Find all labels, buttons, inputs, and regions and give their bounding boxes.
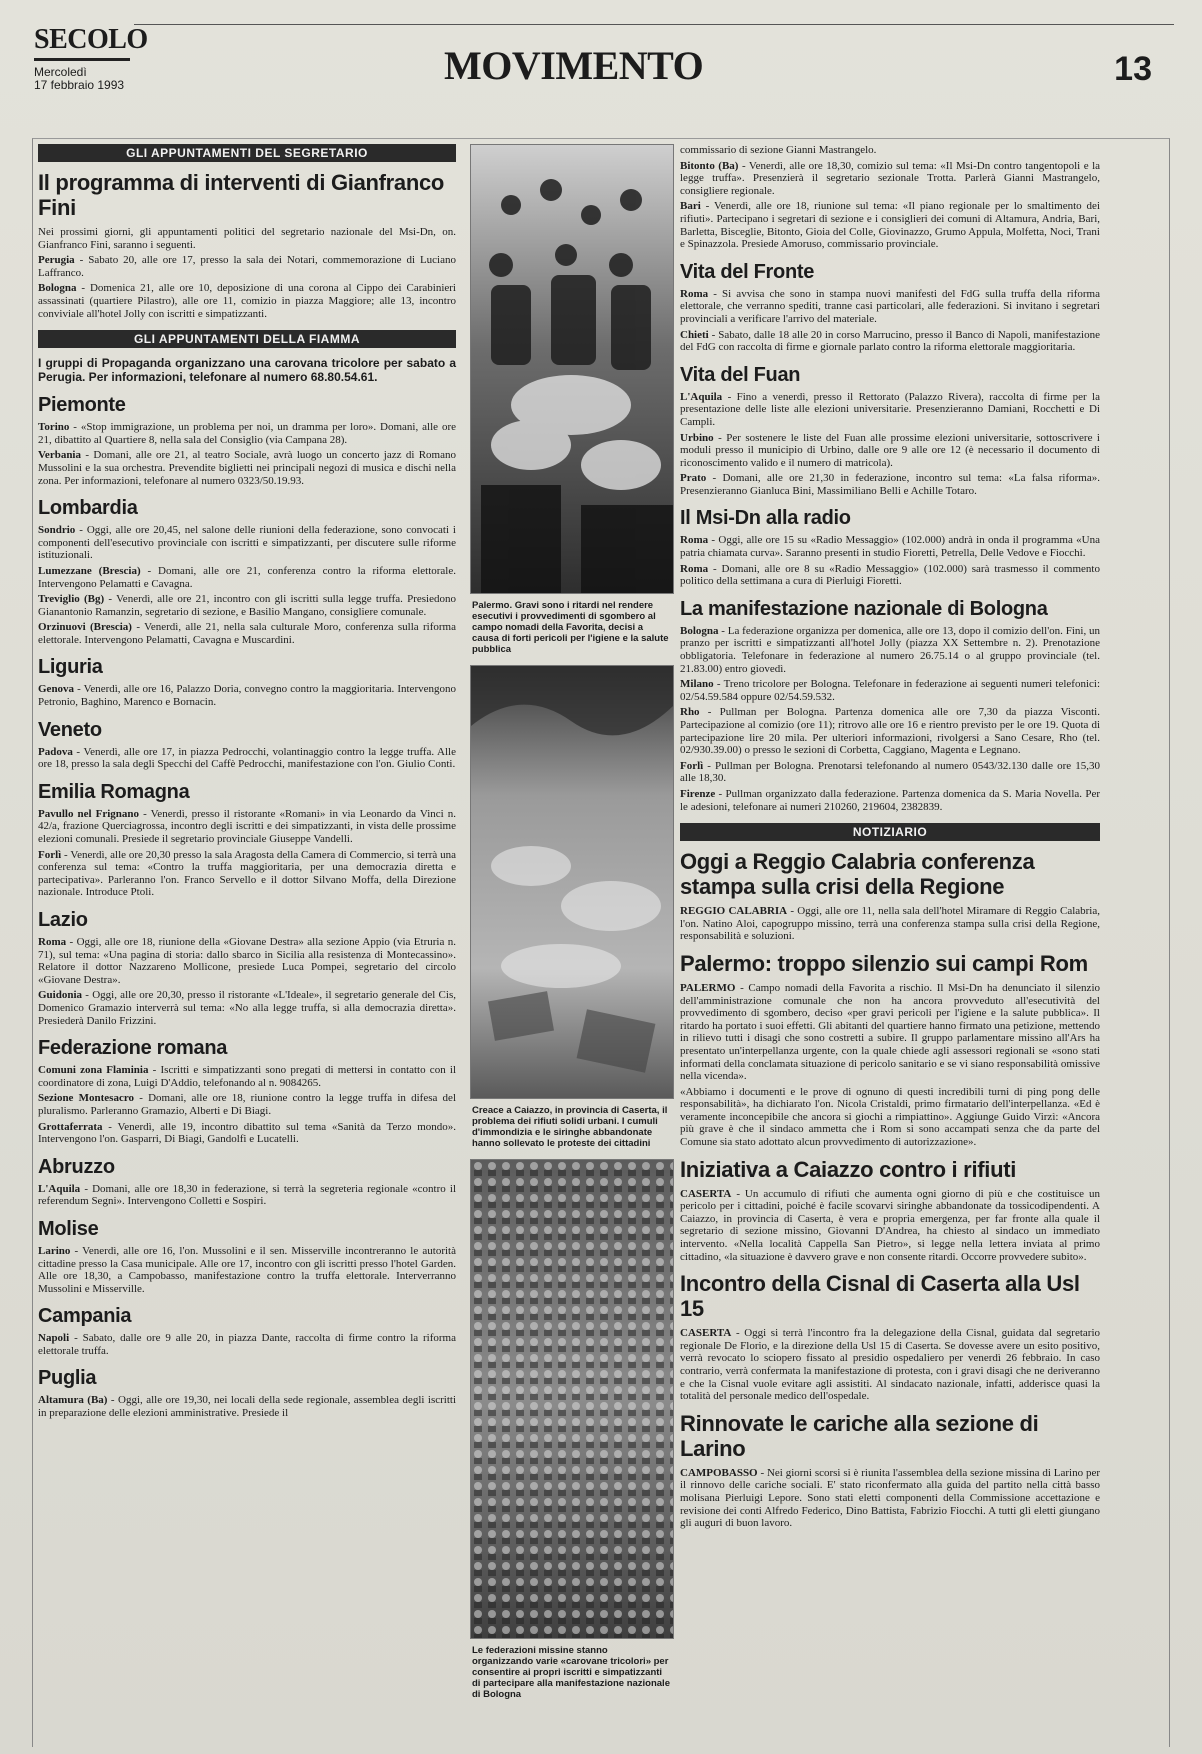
headline-larino: Rinnovate le cariche alla sezione di Larino <box>680 1410 1039 1461</box>
brief-place: Guidonia <box>38 989 83 1002</box>
brief-item <box>38 524 456 562</box>
right-column <box>680 144 1100 1533</box>
brief-item <box>680 760 1100 785</box>
headline-palermo: Palermo: troppo silenzio sui campi Rom <box>680 950 1088 976</box>
brief-item <box>38 1121 456 1146</box>
brief-place: CAMPOBASSO <box>680 1466 758 1479</box>
dateline-date: 17 febbraio 1993 <box>34 78 125 92</box>
section-bar-segretario: GLI APPUNTAMENTI DEL SEGRETARIO <box>38 144 456 162</box>
region-heading: Federazione romana <box>38 1037 228 1060</box>
brief-text: - Venerdì, alle ore 16, l'on. Mussolini e il sen. Misserville incontreranno le autorità cittadine presso la Casa municipale. Alle ore 17, incontro con gli iscritti presso l'hotel Garden. Alle ore 18,30, a Campobasso, manifestazione contro la truffa elettorale. Interverranno Mussolini e Misserville. <box>38 1244 456 1295</box>
brief-text: - «Stop immigrazione, un problema per noi, un dramma per loro». Domani, alle ore 21, dibattito al Quartiere 8, nella sala del Consiglio (via Campana 28). <box>38 421 456 446</box>
brief-place: Bitonto (Ba) <box>680 159 739 172</box>
brief-place: Altamura (Ba) <box>38 1394 108 1407</box>
brief-item <box>38 808 456 846</box>
photo-palermo-camp <box>470 144 674 594</box>
brief-place: Genova <box>38 683 75 696</box>
brief-place: Sondrio <box>38 524 76 537</box>
headline-reggio: Oggi a Reggio Calabria conferenza stampa sulla crisi della Regione <box>680 849 1035 900</box>
region-items <box>38 808 456 899</box>
brief-text: - Pullman per Bologna. Prenotarsi telefonando al numero 0543/32.130 dalle ore 15,30 alle 18,30. <box>680 759 1100 785</box>
brief-item <box>680 534 1100 559</box>
brief-item <box>680 288 1100 326</box>
brief-place: Pavullo nel Frignano <box>38 807 140 820</box>
brief-text: - Per sostenere le liste del Fuan alle prossime elezioni universitarie, sottoscrivere i moduli presso il municipio di Urbino, dalle ore 9 alle ore 12 (è necessario il documento di riconoscimento valido e il numero di matricola). <box>680 431 1100 469</box>
fronte-items <box>680 288 1100 354</box>
brief-text: - Oggi, alle ore 20,45, nel salone delle riunioni della federazione, sono convocati i componenti dell'esecutivo provinciale con iscritti e simpatizzanti, per discutere sulle riforme istituzionali. <box>38 524 456 562</box>
brief-item <box>38 565 456 590</box>
page-number: 13 <box>1114 50 1152 88</box>
brief-item <box>680 1467 1100 1530</box>
brief-text: - Venerdì, alle ore 20,30 presso la sala Aragosta della Camera di Commercio, si terrà una conferenza sul tema: «Contro la truffa maggioritaria, per una democrazia diretta e partecipativa». Parleranno l'on. Franco Servello e il dottor Silvano Moffa, della Direzione nazionale. Introduce Ptoli. <box>38 848 456 899</box>
brief-item <box>38 849 456 899</box>
brief-text: - Treno tricolore per Bologna. Telefonare in federazione ai seguenti numeri telefonici: 02/54.59.584 oppure 02/54.59.532. <box>680 678 1100 703</box>
brief-place: Roma <box>680 534 709 547</box>
region-items <box>38 1394 456 1419</box>
brief-item <box>680 982 1100 1083</box>
brief-item <box>38 1064 456 1089</box>
brief-place: Firenze <box>680 787 716 800</box>
brief-item <box>38 989 456 1027</box>
brief-item <box>680 329 1100 354</box>
brief-item <box>38 683 456 708</box>
region-heading: Puglia <box>38 1367 97 1390</box>
brief-place: Perugia <box>38 254 75 267</box>
brief-place: Forlì <box>38 848 62 861</box>
brief-item <box>680 1086 1100 1149</box>
region-items <box>38 1183 456 1208</box>
brief-item <box>38 282 456 320</box>
brief-item <box>680 200 1100 250</box>
lead-propaganda: I gruppi di Propaganda organizzano una carovana tricolore per sabato a Perugia. Per informazioni, telefonare al numero 68.80.54.61. <box>38 356 456 385</box>
brief-text: - Fino a venerdì, presso il Rettorato (Palazzo Rivera), raccolta di firme per la presentazione delle liste alle elezioni universitarie. Presenzieranno Damiani, Rocchetti e Di Campli. <box>680 390 1100 428</box>
brief-place: Lumezzane (Brescia) <box>38 564 141 577</box>
brief-place: Orzinuovi (Brescia) <box>38 621 132 634</box>
brief-item <box>680 160 1100 198</box>
brief-place: Bari <box>680 200 701 213</box>
headline-cisnal: Incontro della Cisnal di Caserta alla Usl 15 <box>680 1271 1080 1322</box>
region-items <box>38 1245 456 1295</box>
top-rule <box>134 24 1174 25</box>
brief-text: - Si avvisa che sono in stampa nuovi manifesti del FdG sulla truffa della riforma elettorale, che verranno spediti, tranne casi particolari, alle federazioni. Si invitano i segretari provinciali a verificare l'arrivo del materiale. <box>680 287 1100 325</box>
brief-text: - Domani, alle ore 18, riunione contro la legge truffa in difesa del pluralismo. Parleranno Gramazio, Alberti e Di Biagi. <box>38 1092 456 1117</box>
brief-item <box>38 421 456 446</box>
left-column <box>38 144 456 1423</box>
photo-carovane-crowd <box>470 1159 674 1639</box>
photo-caiazzo-rubbish <box>470 665 674 1099</box>
brief-place: Bologna <box>680 624 719 637</box>
brief-place: Roma <box>680 287 709 300</box>
brief-place: Forlì <box>680 759 704 772</box>
brief-text: - Oggi, alle ore 18, riunione della «Giovane Destra» alla sezione Appio (via Etruria n. 71), sul tema: «Una pagina di storia: dallo sbarco in Sicilia alla resistenza di Montecassino». Relatore il dottor Nazzareno Mollicone, presiede Luca Pompei, segretario del circolo «Giovane Destra». <box>38 936 456 986</box>
brief-text: - Venerdì, alle ore 21, incontro con gli iscritti sulla legge truffa. Presiedono Gianantonio Ramanzin, segretario di sezione, e Basilio Mangano, consigliere comunale. <box>38 593 457 618</box>
brief-item <box>680 391 1100 429</box>
brief-text: - Domenica 21, alle ore 10, deposizione di una corona al Cippo dei Carabinieri assassinati (quartiere Pilastro), alle ore 11, comizio in piazza Maggiore; alle 13, incontro conviviale all'hotel Jolly con iscritti e simpatizzanti. <box>38 282 456 320</box>
region-heading: Lazio <box>38 909 88 931</box>
brief-item <box>38 936 456 986</box>
brief-place: Torino <box>38 421 70 434</box>
caption-carovane: Le federazioni missine stanno organizzando varie «carovane tricolori» per consentire ai propri iscritti e simpatizzanti di partecipare alla manifestazione nazionale di Bologna <box>472 1645 670 1700</box>
brief-text: - Sabato, dalle ore 9 alle 20, in piazza Dante, raccolta di firme contro la riforma elettorale truffa. <box>38 1332 456 1357</box>
brief-item <box>38 593 456 618</box>
brief-item <box>680 1188 1100 1264</box>
brief-text: - Oggi, alle ore 15 su «Radio Messaggio» (102.000) andrà in onda il programma «Una patria chiamata curva». Saranno presenti in studio Fioretti, Petrella, Delle Vedove e Fiocchi. <box>680 534 1100 560</box>
brief-item <box>38 621 456 646</box>
brief-text: - Domani, alle ore 18,30 in federazione, si terrà la segreteria regionale «contro il referendum Segni». Intervengono Colletti e Sospiri. <box>38 1182 456 1208</box>
brief-text: - Pullman per Bologna. Partenza domenica alle ore 7,30 da piazza Visconti. Partecipazione al comizio (ore 11); ritrovo alle ore 16 e rientro previsto per le ore 19. Quota di partecipazione lire 20 mila. Per ulteriori informazioni, rivolgersi a Sano Cesare, Rho (tel. 02/930.39.00) o presso le sezioni di Corbetta, Caggiano, Magenta e Legnano. <box>680 706 1100 757</box>
dateline-day: Mercoledì <box>34 65 87 79</box>
brief-text: - Pullman organizzato dalla federazione. Partenza domenica da S. Maria Novella. Per le adesioni, telefonare ai numeri 210260, 219604, 2382839. <box>680 787 1100 813</box>
brief-text: - Venerdì, alle 21, nella sala culturale Moro, conferenza sulla riforma elettorale. Intervengono Pelamatti, Cavagna e Muscardini. <box>38 621 456 646</box>
brief-text: «Abbiamo i documenti e le prove di ognuno di questi incredibili turni di ping pong delle responsabilità», ha dichiarato l'on. Nicola Cristaldi, primo firmatario dell'interpellanza. «Ed è veramente inconcepibile che ancora si giochi a rimpiattino». Aggiunge Guido Virzì: «Ancora più grave è che il sindaco ammetta che i Rom si sono accampati senza che da parte del Comune sia stato adottato alcun provvedimento di autorizzazione». <box>680 1085 1100 1149</box>
radio-items <box>680 534 1100 587</box>
brief-place: Padova <box>38 745 73 758</box>
bologna-items <box>680 625 1100 813</box>
brief-item <box>680 678 1100 703</box>
caption-caiazzo: Creace a Caiazzo, in provincia di Caserta, il problema dei rifiuti solidi urbani. I cumuli d'immondizia e le siringhe abbandonate hanno sollevato le proteste dei cittadini <box>472 1105 668 1149</box>
region-items <box>38 524 456 646</box>
brief-text: - Nei giorni scorsi si è riunita l'assemblea della sezione missina di Larino per il rinnovo delle cariche sociali. E' stato riconfermato alla guida del partito nella città basso molisana Pierluigi Lepore. Sono stati eletti componenti della Commissione accettazione e revisione dei conti Alfredo Federico, Dino Battista, Fabrizio Fiocchi. A tutti gli eletti giungano gli auguri di buon lavoro. <box>680 1466 1100 1530</box>
brief-item <box>680 625 1100 675</box>
section-title: MOVIMENTO <box>444 43 704 88</box>
brief-text: - Venerdì, alle ore 18, riunione sul tema: «Il piano regionale per lo smaltimento dei rifiuti». Partecipano i segretari di sezione e i consiglieri dei comuni di Altamura, Andria, Bari, Barletta, Bisceglie, Bitonto, Gioia del Colle, Giovinazzo, Grumo Appula, Molfetta, Noci, Trani e Spinazzola. Presiede Amoruso, commissario provinciale. <box>680 200 1100 251</box>
brief-text: - Oggi, alle ore 20,30, presso il ristorante «L'Ideale», il segretario generale del Cis, Domenico Gramazio interverrà sul tema: «No alla legge truffa, sì alla democrazia diretta». Presiederà Danilo Frizzini. <box>38 989 456 1027</box>
section-bar-fiamma: GLI APPUNTAMENTI DELLA FIAMMA <box>38 330 456 348</box>
brief-place: Milano <box>680 678 714 691</box>
brief-place: Chieti <box>680 328 709 341</box>
region-heading: Liguria <box>38 656 103 679</box>
brief-text: - Oggi, alle ore 19,30, nei locali della sede regionale, assemblea degli iscritti in preparazione delle elezioni amministrative. Presiede il <box>38 1394 456 1420</box>
dateline <box>34 66 124 92</box>
brief-place: PALERMO <box>680 981 736 994</box>
fini-items <box>38 254 456 320</box>
brief-place: L'Aquila <box>680 390 723 403</box>
reggio-items <box>680 905 1100 943</box>
brief-text: - Venerdì, alle ore 16, Palazzo Doria, convegno contro la maggioritaria. Intervengono Petronio, Baghino, Marenco e Bornacin. <box>38 683 456 709</box>
brief-text: - Oggi, alle ore 11, nella sala dell'hotel Miramare di Reggio Calabria, l'on. Natino Aloi, capogruppo missino, terrà una conferenza stampa sulla crisi della Regione, responsabilità e soluzioni. <box>680 905 1100 943</box>
heading-vita-fronte: Vita del Fronte <box>680 260 815 283</box>
brief-item <box>680 472 1100 497</box>
headline-fini: Il programma di interventi di Gianfranco Fini <box>38 170 445 220</box>
brief-text: - Domani, alle ore 21, al teatro Sociale, avrà luogo un concerto jazz di Romano Mussolini e la sua orchestra. Prevendite biglietti nei principali negozi di musica e dischi nella zona. Per informazioni, telefonare al numero 0323/50.19.93. <box>38 449 456 487</box>
masthead <box>34 20 1174 140</box>
section-bar-notiziario: NOTIZIARIO <box>680 823 1100 841</box>
brief-place: Napoli <box>38 1332 70 1345</box>
brief-place: Rho <box>680 706 700 719</box>
region-items <box>38 683 456 708</box>
region-heading: Molise <box>38 1217 99 1240</box>
brief-place: Larino <box>38 1244 71 1257</box>
brief-text: - Sabato 20, alle ore 17, presso la sala dei Notari, commemorazione di Luciano Laffranco. <box>38 254 456 279</box>
brief-text: - Venerdì, alle 19, incontro dibattito sul tema «Sanità da Terzo mondo». Intervengono l'on. Gasparri, Di Biagi, Gandolfi e Lucatelli. <box>38 1120 456 1146</box>
headline-caiazzo: Iniziativa a Caiazzo contro i rifiuti <box>680 1156 1017 1182</box>
brief-text: - Campo nomadi della Favorita a rischio. Il Msi-Dn ha denunciato il silenzio dell'amministrazione comunale che non ha ancora provveduto all'esecutività del provvedimento di sgombero, deciso «per gravi pericoli per l'igiene e la salute pubblica». Il ritardo ha portato i suoi effetti. Gli abitanti del quartiere hanno firmato una petizione, mettendo in rilievo tutti i disagi che sono costretti a subire. Il gruppo parlamentare missino all'Ars ha presentato un'interpellanza urgente, con la quale chiede agli assessori regionali se «sono stati informati della conclamata situazione di pericolo sanitario e se vi siano responsabilità omissive nella vicenda». <box>680 981 1100 1083</box>
region-heading: Abruzzo <box>38 1155 115 1178</box>
brief-item <box>38 1183 456 1208</box>
fuan-items <box>680 391 1100 498</box>
newspaper-brand: SECOLO <box>34 24 148 55</box>
brief-item <box>680 706 1100 756</box>
brief-text: - Sabato, dalle 18 alle 20 in corso Marrucino, presso il Banco di Napoli, manifestazione del FdG con raccolta di firme e giornale parlato contro la riforma elettorale maggioritaria. <box>680 328 1100 354</box>
brief-text: - Iscritti e simpatizzanti sono pregati di mettersi in contatto con il coordinatore di zona, Luigi D'Addio, telefonando al n. 9084265. <box>38 1064 456 1089</box>
brief-place: REGGIO CALABRIA <box>680 905 788 918</box>
brief-item <box>38 1332 456 1357</box>
brief-item <box>38 254 456 279</box>
heading-bologna: La manifestazione nazionale di Bologna <box>680 597 1048 620</box>
brief-text: - Un accumulo di rifiuti che aumenta ogni giorno di più e che costituisce un pericolo per i cittadini, poiché è facile scovarvi siringhe abbandonate da tossicodipendenti. A Caiazzo, in provincia di Caserta, è vera e propria emergenza, per far fronte alla quale il segretario di sezione missino, Giovanni D'Andrea, ha chiesto al sindaco un immediato intervento. «Nella località Cappella San Pietro», si legge nella lettera inviata al primo cittadino, «la situazione è davvero grave e non consente ritardi. Occorre provvedere subito». <box>680 1187 1100 1263</box>
brief-place: CASERTA <box>680 1187 732 1200</box>
regions-list <box>38 394 456 1420</box>
brief-place: Verbania <box>38 449 81 462</box>
brief-place: Comuni zona Flaminia <box>38 1064 149 1077</box>
palermo-items <box>680 982 1100 1149</box>
continued-items <box>680 144 1100 251</box>
brief-place: CASERTA <box>680 1327 732 1340</box>
brief-item <box>38 746 456 771</box>
photo-column <box>470 144 672 1710</box>
brief-text: - Venerdì, alle ore 17, in piazza Pedrocchi, volantinaggio contro la legge truffa. Alle ore 18, presso la sala degli Specchi del Caffè Pedrocchi, manifestazione con l'on. Giulio Conti. <box>38 745 456 771</box>
heading-vita-fuan: Vita del Fuan <box>680 363 801 386</box>
brief-text: - Venerdì, alle ore 18,30, comizio sul tema: «Il Msi-Dn contro tangentopoli e la legge truffa». Presenzierà il segretario sezionale Trotta. Parlerà Gianni Mastrangelo, consigliere regionale. <box>680 159 1101 197</box>
brief-place: L'Aquila <box>38 1182 81 1195</box>
brief-place: Sezione Montesacro <box>38 1092 135 1105</box>
region-heading: Lombardia <box>38 497 138 520</box>
region-items <box>38 746 456 771</box>
brief-place: Bologna <box>38 282 77 295</box>
brief-item <box>680 563 1100 588</box>
region-items <box>38 1064 456 1146</box>
brief-text: - Venerdì, presso il ristorante «Romani» in via Leonardo da Vinci n. 42/a, frazione Querciagrossa, incontro degli iscritti e dei simpatizzanti, in vista delle prossime elezioni comunali. Presiede il segretario provinciale Giuseppe Vandelli. <box>38 807 456 846</box>
caption-palermo: Palermo. Gravi sono i ritardi nel rendere esecutivi i provvedimenti di sgombero al campo nomadi della Favorita, decisi a causa di forti pericoli per l'igiene e la salute pubblica <box>472 600 669 655</box>
brief-item <box>680 144 1100 157</box>
brief-text: - Domani, alle ore 21,30 in federazione, incontro sul tema: «La falsa riforma». Presenzieranno Gianluca Bini, Massimiliano Belli e Achille Totaro. <box>680 472 1100 497</box>
brief-item <box>680 788 1100 813</box>
brief-item <box>38 1394 456 1419</box>
brief-item <box>38 1245 456 1295</box>
brief-place: Urbino <box>680 431 714 444</box>
region-items <box>38 1332 456 1357</box>
region-heading: Campania <box>38 1305 132 1328</box>
region-items <box>38 421 456 487</box>
brief-text: commissario di sezione Gianni Mastrangelo. <box>680 144 877 156</box>
brief-text: - Domani, alle ore 8 su «Radio Messaggio» (102.000) sarà trasmesso il commento politico della settimana a cura di Pierluigi Fioretti. <box>680 562 1100 588</box>
region-items <box>38 936 456 1027</box>
brief-place: Treviglio (Bg) <box>38 593 105 606</box>
brief-text: - Oggi si terrà l'incontro fra la delegazione della Cisnal, guidata dal segretario regionale De Florio, e la direzione della Usl 15 di Caserta. Se dovesse avere un esito positivo, verrà revocato lo sciopero fissato al presidio ospedaliero per venerdì 26 febbraio. In caso contrario, verrà confermata la manifestazione di protesta, con i gravi disagi che ne deriveranno e che la Cisnal vuole evitare agli assistiti. Al sindacato nazionale, infatti, adderisce quasi la totalità del personale medico dell'ospedale. <box>680 1327 1100 1403</box>
brief-place: Grottaferrata <box>38 1120 103 1133</box>
brief-item <box>38 449 456 487</box>
cisnal-items <box>680 1327 1100 1403</box>
brief-text: - Domani, alle ore 21, conferenza contro la riforma elettorale. Intervengono Pelamatti e Cavagna. <box>38 564 456 590</box>
caiazzo-items <box>680 1188 1100 1264</box>
brief-item <box>680 1327 1100 1403</box>
region-heading: Emilia Romagna <box>38 780 190 803</box>
brief-place: Roma <box>38 936 67 948</box>
intro-fini: Nei prossimi giorni, gli appuntamenti politici del segretario nazionale del Msi-Dn, on. Gianfranco Fini, saranno i seguenti. <box>38 226 456 251</box>
brief-item <box>38 1092 456 1117</box>
region-heading: Veneto <box>38 718 102 741</box>
brief-place: Prato <box>680 472 707 485</box>
brief-place: Roma <box>680 562 709 575</box>
brand-underline <box>34 58 130 61</box>
brief-item <box>680 905 1100 943</box>
region-heading: Piemonte <box>38 394 126 417</box>
larino-items <box>680 1467 1100 1530</box>
brief-text: - La federazione organizza per domenica, alle ore 13, dopo il comizio dell'on. Fini, un pranzo per iscritti e simpatizzanti all'hotel Jolly (piazza XX Settembre n. 2). Prenotazione obbligatoria. Telefonare in federazione al numero 26.75.14 o al gruppo provinciale (tel. 21.83.00) entro giovedì. <box>680 624 1100 675</box>
heading-radio: Il Msi-Dn alla radio <box>680 507 851 530</box>
brief-item <box>680 432 1100 470</box>
